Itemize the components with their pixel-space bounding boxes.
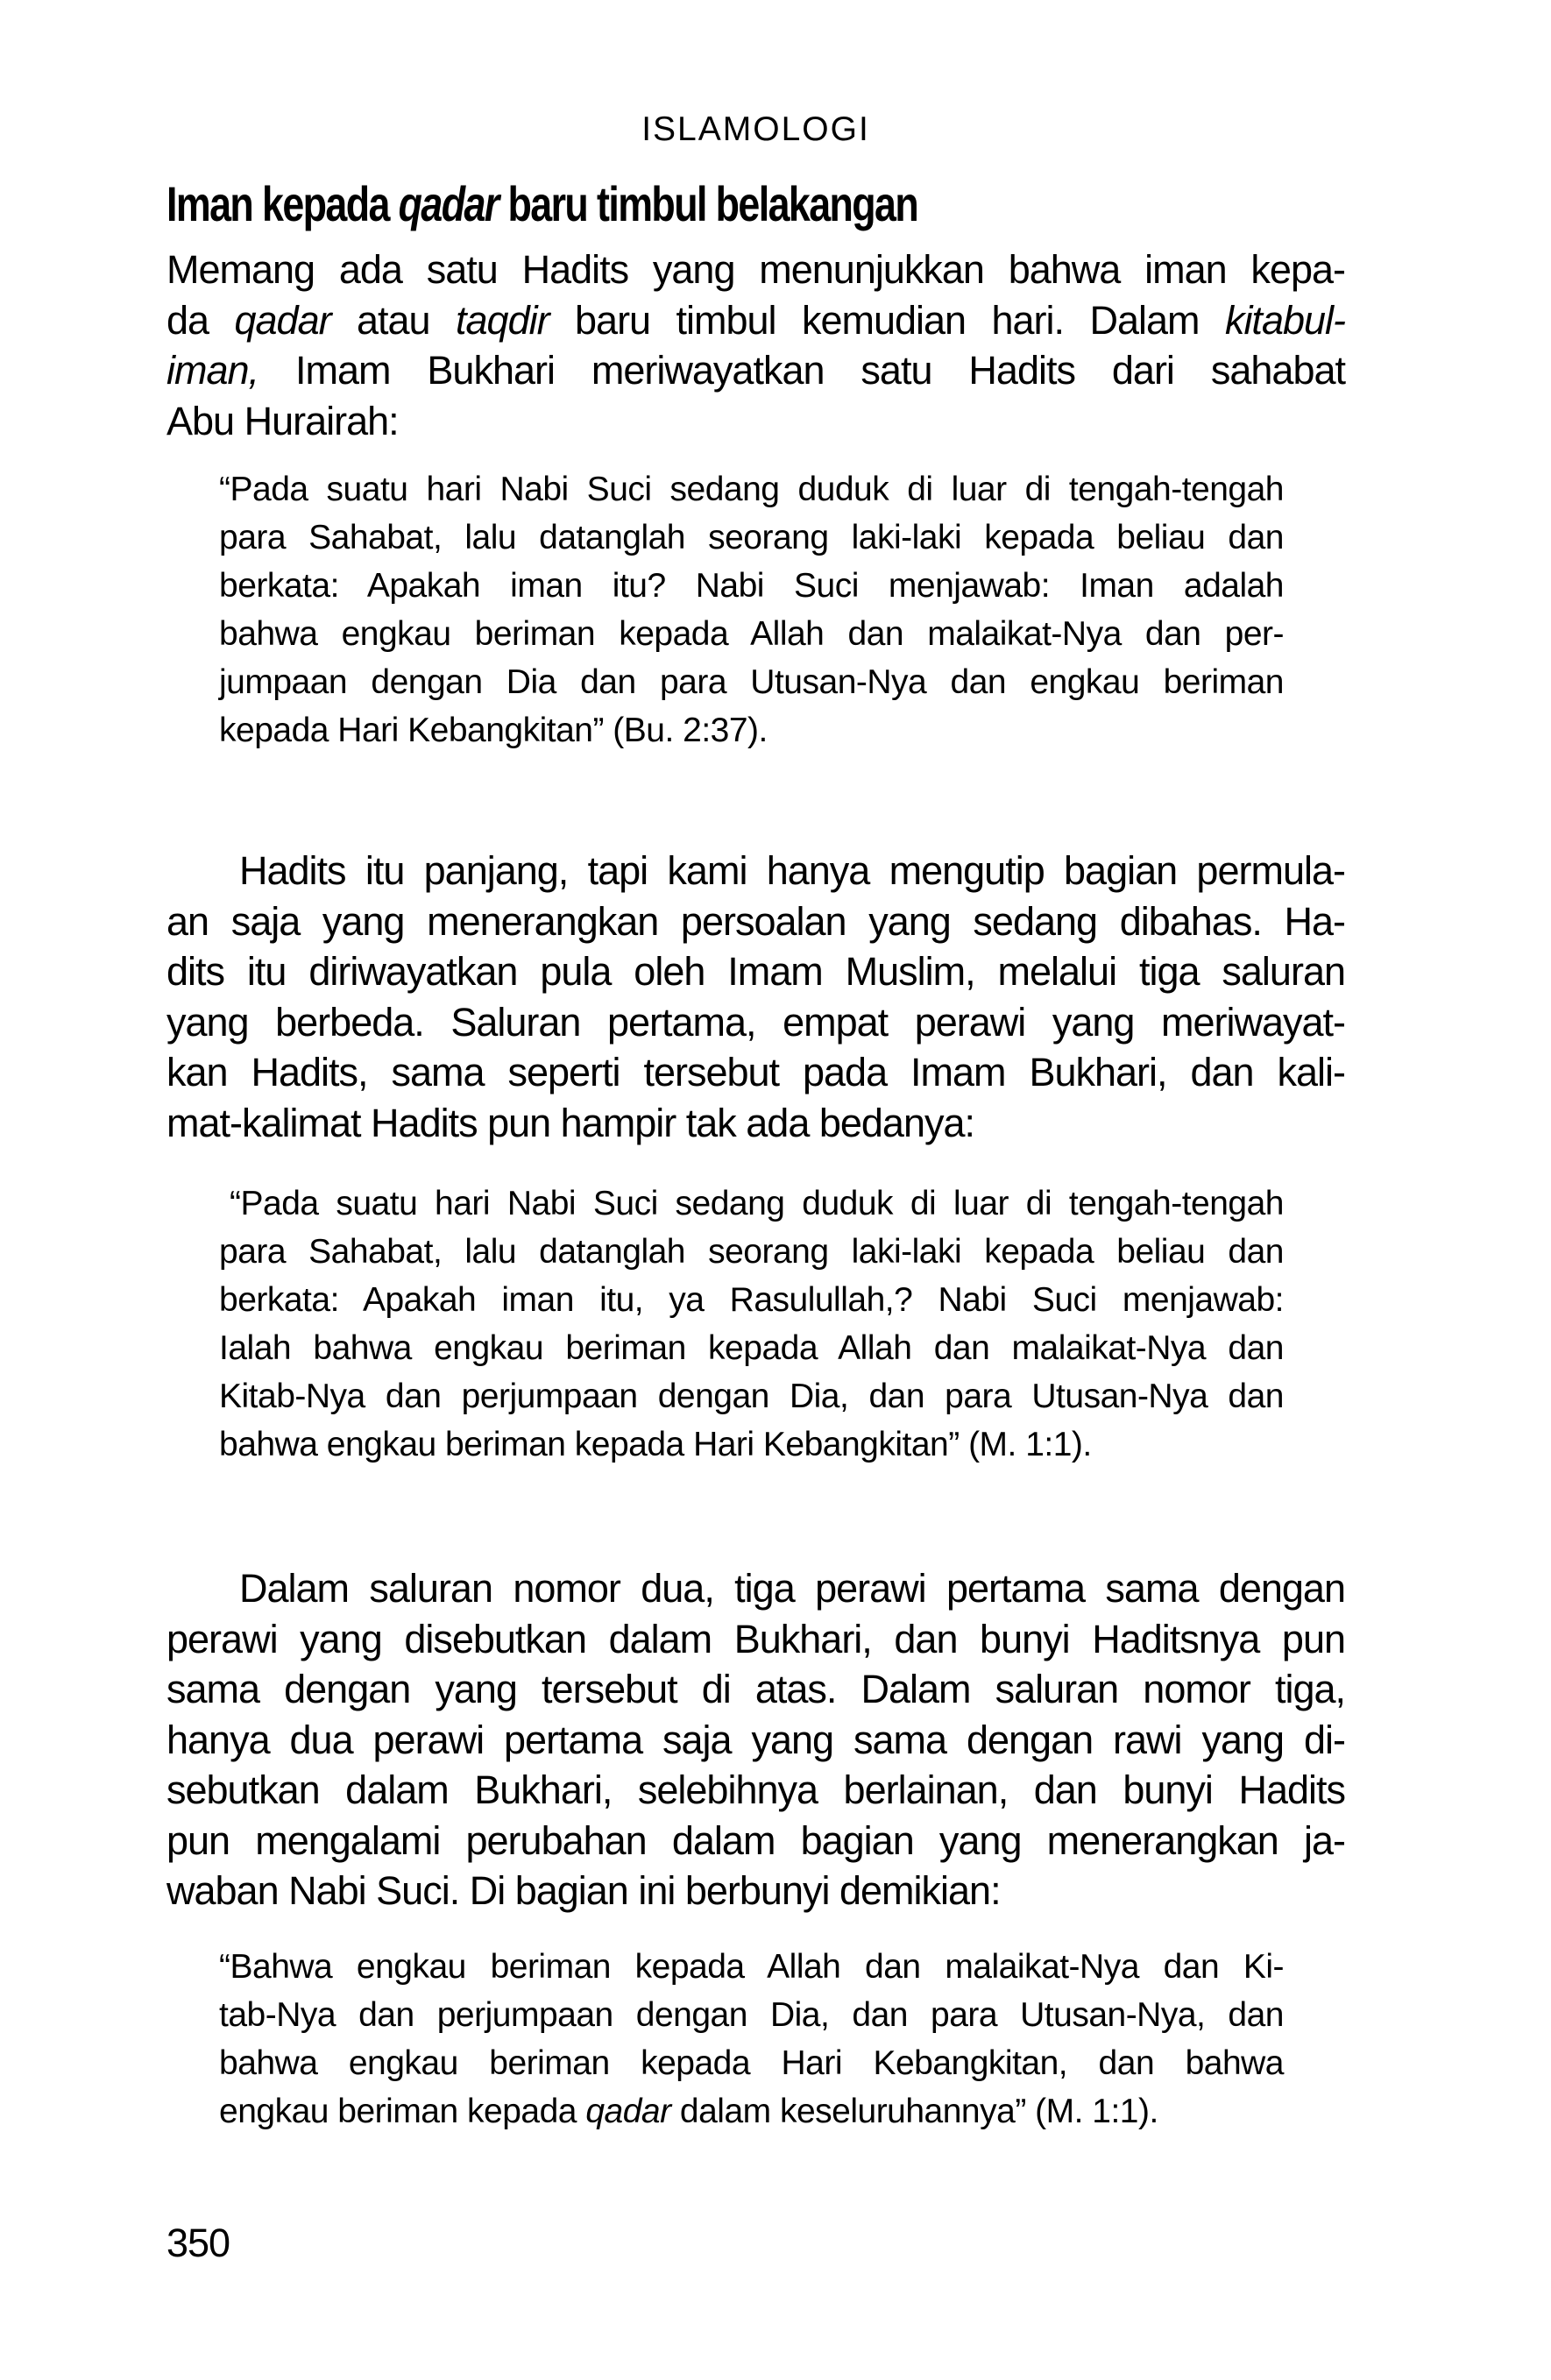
text-run: atau <box>330 297 457 343</box>
text-run: bahwa engkau beriman kepada Hari Kebangkitan, dan bahwa <box>219 2044 1284 2082</box>
italic-text-run: qadar <box>585 2092 671 2130</box>
quote-1 <box>219 465 1284 754</box>
running-header: ISLAMOLOGI <box>641 110 870 148</box>
text-line <box>166 396 1345 447</box>
text-line <box>219 465 1284 514</box>
text-run: “Bahwa engkau beriman kepada Allah dan malaikat-Nya dan Ki- <box>219 1947 1284 1986</box>
text-run: tab-Nya dan perjumpaan dengan Dia, dan para Utusan-Nya, dan <box>219 1995 1284 2034</box>
text-run: para Sahabat, lalu datanglah seorang laki-laki kepada beliau dan <box>219 519 1284 556</box>
text-line <box>219 1324 1284 1372</box>
text-run: baru timbul belakangan <box>498 176 918 231</box>
quote-3 <box>219 1943 1284 2136</box>
text-line <box>219 1228 1284 1276</box>
text-run: engkau beriman kepada <box>219 2092 586 2130</box>
text-run: kepada Hari Kebangkitan” (Bu. 2:37). <box>219 712 768 749</box>
text-line <box>166 1614 1345 1665</box>
text-line <box>219 610 1284 658</box>
text-line <box>166 1047 1345 1098</box>
section-heading <box>166 178 1109 230</box>
paragraph-1 <box>166 244 1345 446</box>
text-line <box>219 1943 1284 1991</box>
paragraph-2 <box>166 846 1345 1148</box>
text-line <box>166 1715 1345 1766</box>
text-line <box>219 1179 1284 1228</box>
text-run: yang berbeda. Saluran pertama, empat perawi yang meriwayat- <box>166 999 1345 1045</box>
text-run: Iman kepada <box>166 176 399 231</box>
text-line <box>166 896 1345 947</box>
text-run: dits itu diriwayatkan pula oleh Imam Muslim, melalui tiga saluran <box>166 949 1345 994</box>
text-line <box>166 295 1345 346</box>
text-run: pun mengalami perubahan dalam bagian yang menerangkan ja- <box>166 1817 1345 1863</box>
text-line <box>166 345 1345 396</box>
italic-text-run: iman, <box>166 348 259 393</box>
italic-text-run: taqdir <box>456 297 549 343</box>
text-run: Imam Bukhari meriwayatkan satu Hadits dari sahabat <box>258 348 1345 393</box>
text-run: bahwa engkau beriman kepada Hari Kebangkitan” (M. 1:1). <box>219 1426 1092 1463</box>
text-run: “Pada suatu hari Nabi Suci sedang duduk di luar di tengah-tengah <box>230 1185 1284 1222</box>
text-line <box>219 562 1284 610</box>
text-line <box>166 1563 1345 1614</box>
text-line <box>219 514 1284 562</box>
text-run: Kitab-Nya dan perjumpaan dengan Dia, dan para Utusan-Nya dan <box>219 1378 1284 1415</box>
text-run: an saja yang menerangkan persoalan yang sedang dibahas. Ha- <box>166 898 1345 944</box>
text-line <box>166 946 1345 997</box>
text-run: jumpaan dengan Dia dan para Utusan-Nya dan engkau beriman <box>219 663 1284 701</box>
quote-2 <box>219 1179 1284 1469</box>
text-run: perawi yang disebutkan dalam Bukhari, dan bunyi Haditsnya pun <box>166 1616 1345 1661</box>
page-number: 350 <box>166 2221 230 2265</box>
text-run: Ialah bahwa engkau beriman kepada Allah dan malaikat-Nya dan <box>219 1329 1284 1367</box>
text-run: Dalam saluran nomor dua, tiga perawi pertama sama dengan <box>239 1566 1345 1611</box>
italic-text-run: qadar <box>398 176 499 231</box>
text-line <box>219 1276 1284 1324</box>
text-run: baru timbul kemudian hari. Dalam <box>549 297 1225 343</box>
text-run: Memang ada satu Hadits yang menunjukkan bahwa iman kepa- <box>166 247 1345 292</box>
text-line <box>219 1372 1284 1420</box>
text-run: “Pada suatu hari Nabi Suci sedang duduk di luar di tengah-tengah <box>219 471 1284 508</box>
text-run: bahwa engkau beriman kepada Allah dan malaikat-Nya dan per- <box>219 615 1284 653</box>
paragraph-3 <box>166 1563 1345 1916</box>
text-run: waban Nabi Suci. Di bagian ini berbunyi demikian: <box>166 1868 1001 1913</box>
text-line <box>166 244 1345 295</box>
text-line <box>219 1991 1284 2039</box>
text-line <box>219 2087 1284 2136</box>
page-content <box>166 0 1345 2136</box>
text-run: da <box>166 297 235 343</box>
text-run: hanya dua perawi pertama saja yang sama dengan rawi yang di- <box>166 1717 1345 1762</box>
text-run: Abu Hurairah: <box>166 398 399 443</box>
text-line <box>166 997 1345 1048</box>
text-run: dalam keseluruhannya” (M. 1:1). <box>670 2092 1158 2130</box>
text-run: kan Hadits, sama seperti tersebut pada Imam Bukhari, dan kali- <box>166 1050 1345 1094</box>
text-run: berkata: Apakah iman itu? Nabi Suci menjawab: Iman adalah <box>219 567 1284 605</box>
text-line <box>166 1816 1345 1866</box>
text-run: mat-kalimat Hadits pun hampir tak ada bedanya: <box>166 1100 975 1145</box>
content-blocks <box>166 244 1345 2136</box>
text-run: sama dengan yang tersebut di atas. Dalam saluran nomor tiga, <box>166 1667 1345 1711</box>
text-run: para Sahabat, lalu datanglah seorang laki-laki kepada beliau dan <box>219 1233 1284 1271</box>
text-line <box>166 1765 1345 1816</box>
text-run: sebutkan dalam Bukhari, selebihnya berlainan, dan bunyi Hadits <box>166 1767 1345 1812</box>
text-line <box>219 658 1284 706</box>
text-line <box>166 846 1345 896</box>
text-run: berkata: Apakah iman itu, ya Rasulullah,? Nabi Suci menjawab: <box>219 1281 1284 1319</box>
text-line <box>166 1866 1345 1916</box>
text-line <box>219 2039 1284 2087</box>
text-line <box>166 1664 1345 1715</box>
text-line <box>219 1420 1284 1469</box>
italic-text-run: qadar <box>234 297 331 343</box>
text-line <box>219 706 1284 754</box>
text-run: Hadits itu panjang, tapi kami hanya mengutip bagian permula- <box>239 848 1345 893</box>
italic-text-run: kitabul- <box>1224 297 1346 343</box>
text-line <box>166 1098 1345 1149</box>
